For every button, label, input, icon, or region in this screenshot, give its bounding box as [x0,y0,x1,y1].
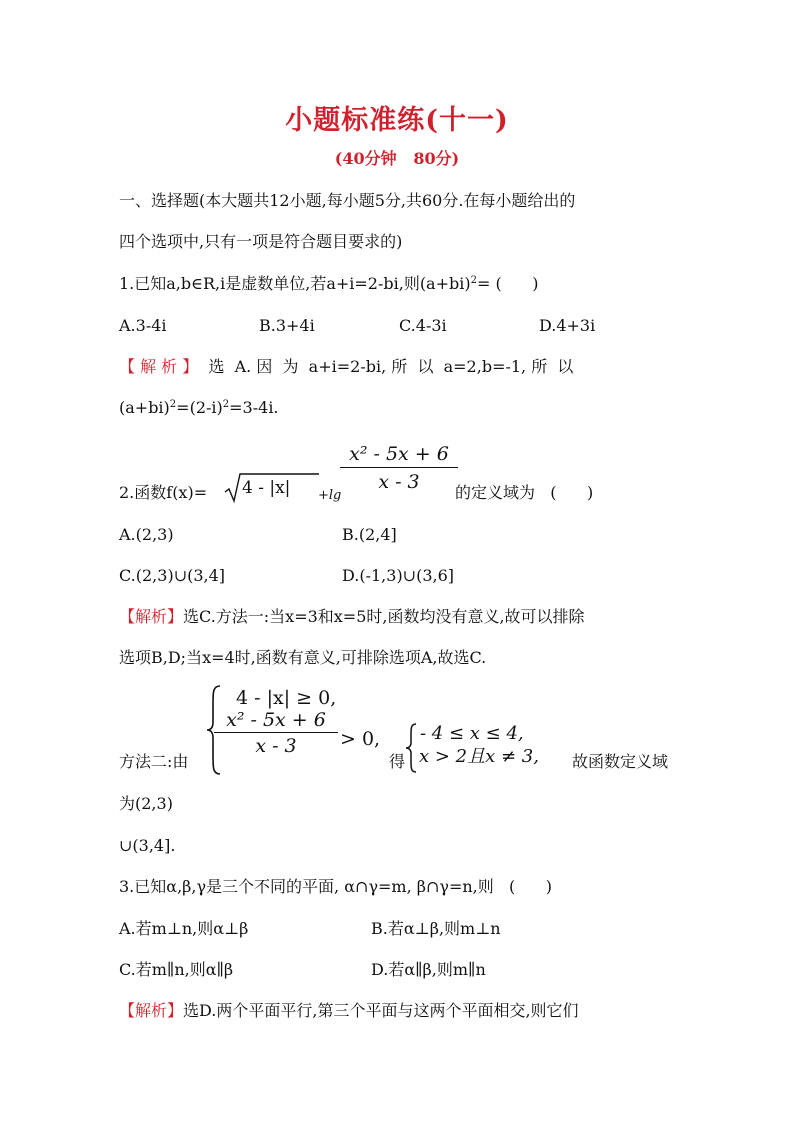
q3-option-c: C.若m∥n,则α∥β [119,960,234,979]
analysis-tag: 【解析】 [119,1001,184,1020]
q1-option-c: C.4-3i [399,316,447,335]
q3-option-d: D.若α∥β,则m∥n [371,960,486,979]
analysis-tag: 【解析】 [119,607,184,626]
page-subtitle: (40分钟 80分) [334,149,460,168]
q3-stem: 3.已知α,β,γ是三个不同的平面, α∩γ=m, β∩γ=n,则 ( ) [119,877,553,896]
q2-lg: +lg [318,488,342,503]
q2-frac-numerator: x² - 5x + 6 [349,443,449,465]
system1-line1: 4 - |x| ≥ 0, [236,687,337,709]
system1-inequality: > 0, [340,728,381,750]
system1-denominator: x - 3 [255,735,297,757]
q2-analysis-line4: 为(2,3) [119,794,173,813]
analysis-tag: 【 解 析 】 [119,357,199,376]
q2-radicand: 4 - |x| [242,478,291,498]
system2-line2: x > 2且x ≠ 3, [419,746,539,767]
q3-analysis-line1: 【解析】选D.两个平面平行,第三个平面与这两个平面相交,则它们 [119,1001,579,1020]
q2-method2-suffix: 故函数定义域 [572,752,669,771]
q2-option-c: C.(2,3)∪(3,4] [119,566,226,585]
q2-get: 得 [389,752,406,771]
q2-option-d: D.(-1,3)∪(3,6] [342,566,455,585]
section-heading-line1: 一、选择题(本大题共12小题,每小题5分,共60分.在每小题给出的 [119,191,576,210]
q2-analysis-line5: ∪(3,4]. [119,836,176,855]
left-brace-icon [405,722,418,774]
q1-option-d: D.4+3i [539,316,596,335]
q2-option-b: B.(2,4] [342,525,397,544]
q2-stem-suffix: 的定义域为 ( ) [455,483,594,502]
q2-fraction [340,441,458,496]
system1-numerator: x² - 5x + 6 [226,709,326,731]
q1-analysis-line1: 【 解 析 】 选 A. 因 为 a+i=2-bi, 所 以 a=2,b=-1, 所 以 [119,357,574,376]
system2-line1: - 4 ≤ x ≤ 4, [420,723,524,744]
q1-option-a: A.3-4i [119,316,167,335]
q2-stem-prefix: 2.函数f(x)= [119,483,208,502]
q1-stem: 1.已知a,b∈R,i是虚数单位,若a+i=2-bi,则$(a+bi)^2=$ ( ) [119,274,539,293]
q2-frac-denominator: x - 3 [378,471,420,493]
q2-analysis-line2: 选项B,D;当x=4时,函数有意义,可排除选项A,故选C. [119,648,487,667]
system1-fraction [214,708,338,759]
section-heading-line2: 四个选项中,只有一项是符合题目要求的) [119,232,403,251]
q1-analysis-line2: $(a+bi)^2=(2-i)^2=3-4i$. [119,398,279,417]
page-title: 小题标准练(十一) [285,105,509,136]
q3-option-b: B.若α⊥β,则m⊥n [371,919,501,938]
q2-analysis-line1: 【解析】选C.方法一:当x=3和x=5时,函数均没有意义,故可以排除 [119,607,585,626]
q2-method2-prefix: 方法二:由 [119,752,189,771]
q3-option-a: A.若m⊥n,则α⊥β [119,919,249,938]
q2-option-a: A.(2,3) [119,525,174,544]
q1-option-b: B.3+4i [259,316,315,335]
